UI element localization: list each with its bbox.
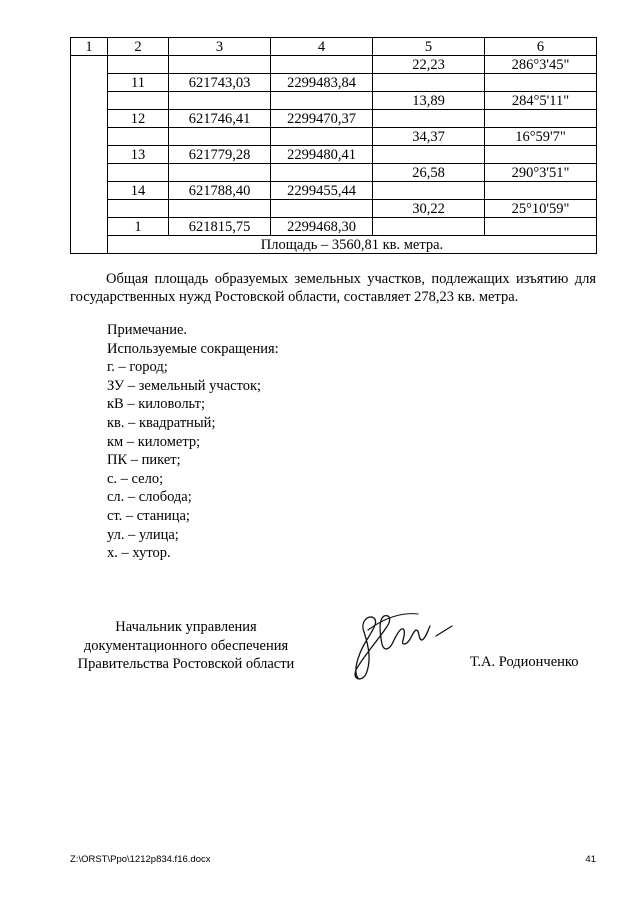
cell-x: [169, 128, 271, 146]
signatory-position: [66, 618, 306, 674]
cell-y: [271, 164, 373, 182]
abbreviation-item: кВ – киловольт;: [107, 396, 205, 413]
cell-x: 621743,03: [169, 74, 271, 92]
cell-distance: 30,22: [373, 200, 485, 218]
cell-y: 2299480,41: [271, 146, 373, 164]
total-area-paragraph: [70, 270, 596, 306]
cell-angle: [485, 110, 597, 128]
abbreviation-item: ул. – улица;: [107, 526, 179, 543]
abbreviation-item: г. – город;: [107, 359, 168, 376]
header-cell: 6: [485, 38, 597, 56]
cell-y: 2299455,44: [271, 182, 373, 200]
table-row: [71, 182, 597, 200]
table-row: [71, 128, 597, 146]
header-cell: 3: [169, 38, 271, 56]
table-row: [71, 200, 597, 218]
table-row: [71, 92, 597, 110]
merged-first-column-cell: [71, 56, 108, 254]
total-area-text: Общая площадь образуемых земельных участков, подлежащих изъятию для государственных нужд Ростовской области, составляет 278,23 кв. метра.: [70, 271, 596, 305]
page-number: 41: [585, 854, 596, 865]
cell-point-number: [108, 200, 169, 218]
table-row: [71, 164, 597, 182]
cell-distance: [373, 74, 485, 92]
cell-y: [271, 128, 373, 146]
abbreviation-item: ПК – пикет;: [107, 452, 181, 469]
cell-angle: [485, 218, 597, 236]
cell-angle: 290°3'51": [485, 164, 597, 182]
cell-distance: 22,23: [373, 56, 485, 74]
abbreviation-item: ст. – станица;: [107, 507, 190, 524]
cell-point-number: 12: [108, 110, 169, 128]
cell-y: [271, 92, 373, 110]
cell-x: [169, 164, 271, 182]
cell-y: 2299483,84: [271, 74, 373, 92]
header-cell: 1: [71, 38, 108, 56]
cell-point-number: 1: [108, 218, 169, 236]
abbreviation-item: ЗУ – земельный участок;: [107, 377, 262, 394]
cell-distance: [373, 182, 485, 200]
header-cell: 2: [108, 38, 169, 56]
cell-distance: [373, 218, 485, 236]
abbreviation-item: сл. – слобода;: [107, 489, 192, 506]
position-line: документационного обеспечения: [83, 637, 289, 654]
table-area-row: [71, 236, 597, 254]
signatory-name: Т.А. Родионченко: [470, 654, 579, 670]
table-row: [71, 56, 597, 74]
cell-angle: 25°10'59": [485, 200, 597, 218]
note-title: Примечание.: [107, 322, 188, 338]
cell-y: 2299468,30: [271, 218, 373, 236]
position-line: Правительства Ростовской области: [77, 656, 295, 672]
cell-angle: [485, 146, 597, 164]
cell-angle: [485, 182, 597, 200]
cell-distance: [373, 146, 485, 164]
abbreviations-note: [107, 321, 279, 563]
header-cell: 5: [373, 38, 485, 56]
handwritten-signature: [338, 600, 463, 685]
cell-point-number: [108, 164, 169, 182]
cell-point-number: 13: [108, 146, 169, 164]
cell-angle: 16°59'7": [485, 128, 597, 146]
cell-x: [169, 92, 271, 110]
cell-distance: 13,89: [373, 92, 485, 110]
cell-angle: 286°3'45": [485, 56, 597, 74]
area-total-cell: Площадь – 3560,81 кв. метра.: [108, 236, 597, 254]
cell-x: [169, 56, 271, 74]
footer-file-path: Z:\ORST\Ppo\1212p834.f16.docx: [70, 854, 211, 865]
abbreviation-item: с. – село;: [107, 470, 164, 487]
cell-point-number: [108, 56, 169, 74]
cell-distance: 26,58: [373, 164, 485, 182]
cell-distance: [373, 110, 485, 128]
cell-point-number: [108, 128, 169, 146]
abbreviation-item: х. – хутор.: [107, 545, 171, 562]
cell-x: 621815,75: [169, 218, 271, 236]
cell-y: 2299470,37: [271, 110, 373, 128]
cell-point-number: [108, 92, 169, 110]
coordinates-table: [70, 37, 597, 254]
cell-distance: 34,37: [373, 128, 485, 146]
note-subtitle: Используемые сокращения:: [107, 340, 279, 357]
table-row: [71, 74, 597, 92]
cell-x: 621746,41: [169, 110, 271, 128]
cell-x: [169, 200, 271, 218]
cell-point-number: 14: [108, 182, 169, 200]
cell-point-number: 11: [108, 74, 169, 92]
table-header-row: [71, 38, 597, 56]
cell-y: [271, 56, 373, 74]
table-row: [71, 110, 597, 128]
abbreviation-item: кв. – квадратный;: [107, 414, 216, 431]
cell-angle: 284°5'11": [485, 92, 597, 110]
table-row: [71, 146, 597, 164]
position-line: Начальник управления: [115, 619, 257, 635]
abbreviation-item: км – километр;: [107, 433, 201, 450]
table-row: [71, 218, 597, 236]
cell-y: [271, 200, 373, 218]
cell-x: 621779,28: [169, 146, 271, 164]
header-cell: 4: [271, 38, 373, 56]
cell-angle: [485, 74, 597, 92]
cell-x: 621788,40: [169, 182, 271, 200]
